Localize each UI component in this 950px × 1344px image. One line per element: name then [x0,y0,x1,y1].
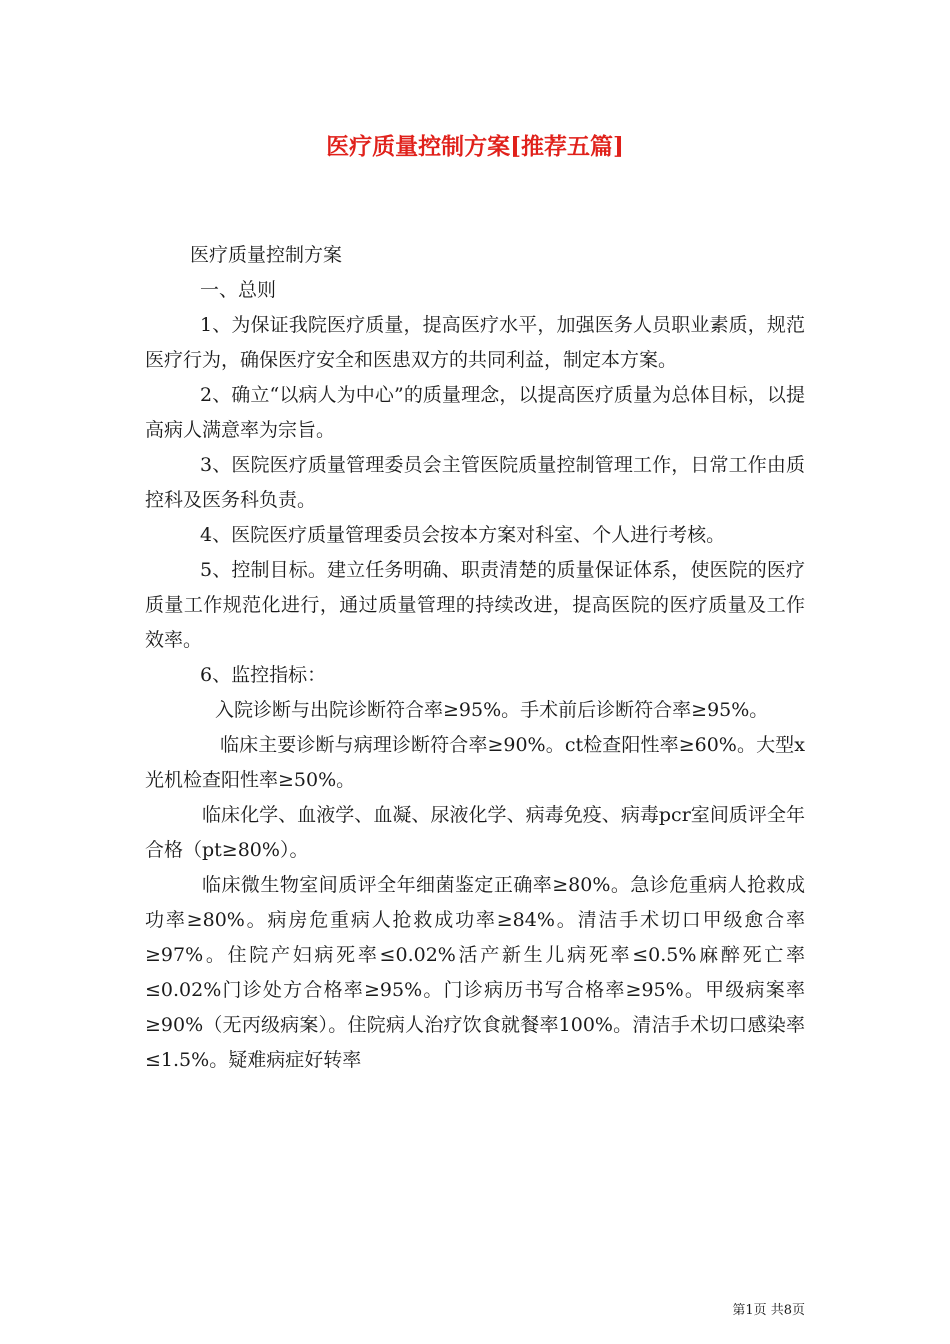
paragraph-5: 5、控制目标。建立任务明确、职责清楚的质量保证体系，使医院的医疗质量工作规范化进行，通过质量管理的持续改进，提高医院的医疗质量及工作效率。 [145,559,805,651]
indicator-paragraph-4: 临床微生物室间质评全年细菌鉴定正确率≥80%。急诊危重病人抢救成功率≥80%。病房危重病人抢救成功率≥84%。清洁手术切口甲级愈合率≥97%。住院产妇病死率≤0.02%活产新生儿病死率≤0.5%麻醉死亡率≤0.02%门诊处方合格率≥95%。门诊病历书写合格率≥95%。甲级病案率≥90%（无丙级病案）。住院病人治疗饮食就餐率100%。清洁手术切口感染率≤1.5%。疑难病症好转率 [145,874,805,1071]
document-heading: 医疗质量控制方案 [190,244,343,266]
paragraph-2: 2、确立“以病人为中心”的质量理念，以提高医疗质量为总体目标，以提高病人满意率为宗旨。 [145,384,805,441]
section-heading: 一、总则 [200,279,277,301]
document-title: 医疗质量控制方案[推荐五篇] [326,133,624,160]
indicator-paragraph-2: 临床主要诊断与病理诊断符合率≥90%。ct检查阳性率≥60%。大型x光机检查阳性率≥50%。 [145,734,805,791]
indicator-paragraph-1: 入院诊断与出院诊断符合率≥95%。手术前后诊断符合率≥95%。 [215,699,769,721]
document-body [145,238,805,1078]
page-number: 第1页 共8页 [732,1303,805,1318]
paragraph-4: 4、医院医疗质量管理委员会按本方案对科室、个人进行考核。 [200,524,726,546]
paragraph-1: 1、为保证我院医疗质量，提高医疗水平，加强医务人员职业素质，规范医疗行为，确保医疗安全和医患双方的共同利益，制定本方案。 [145,314,805,371]
paragraph-3: 3、医院医疗质量管理委员会主管医院质量控制管理工作，日常工作由质控科及医务科负责。 [145,454,805,511]
paragraph-6: 6、监控指标： [200,664,327,686]
indicator-paragraph-3: 临床化学、血液学、血凝、尿液化学、病毒免疫、病毒pcr室间质评全年合格（pt≥80%）。 [145,804,805,861]
